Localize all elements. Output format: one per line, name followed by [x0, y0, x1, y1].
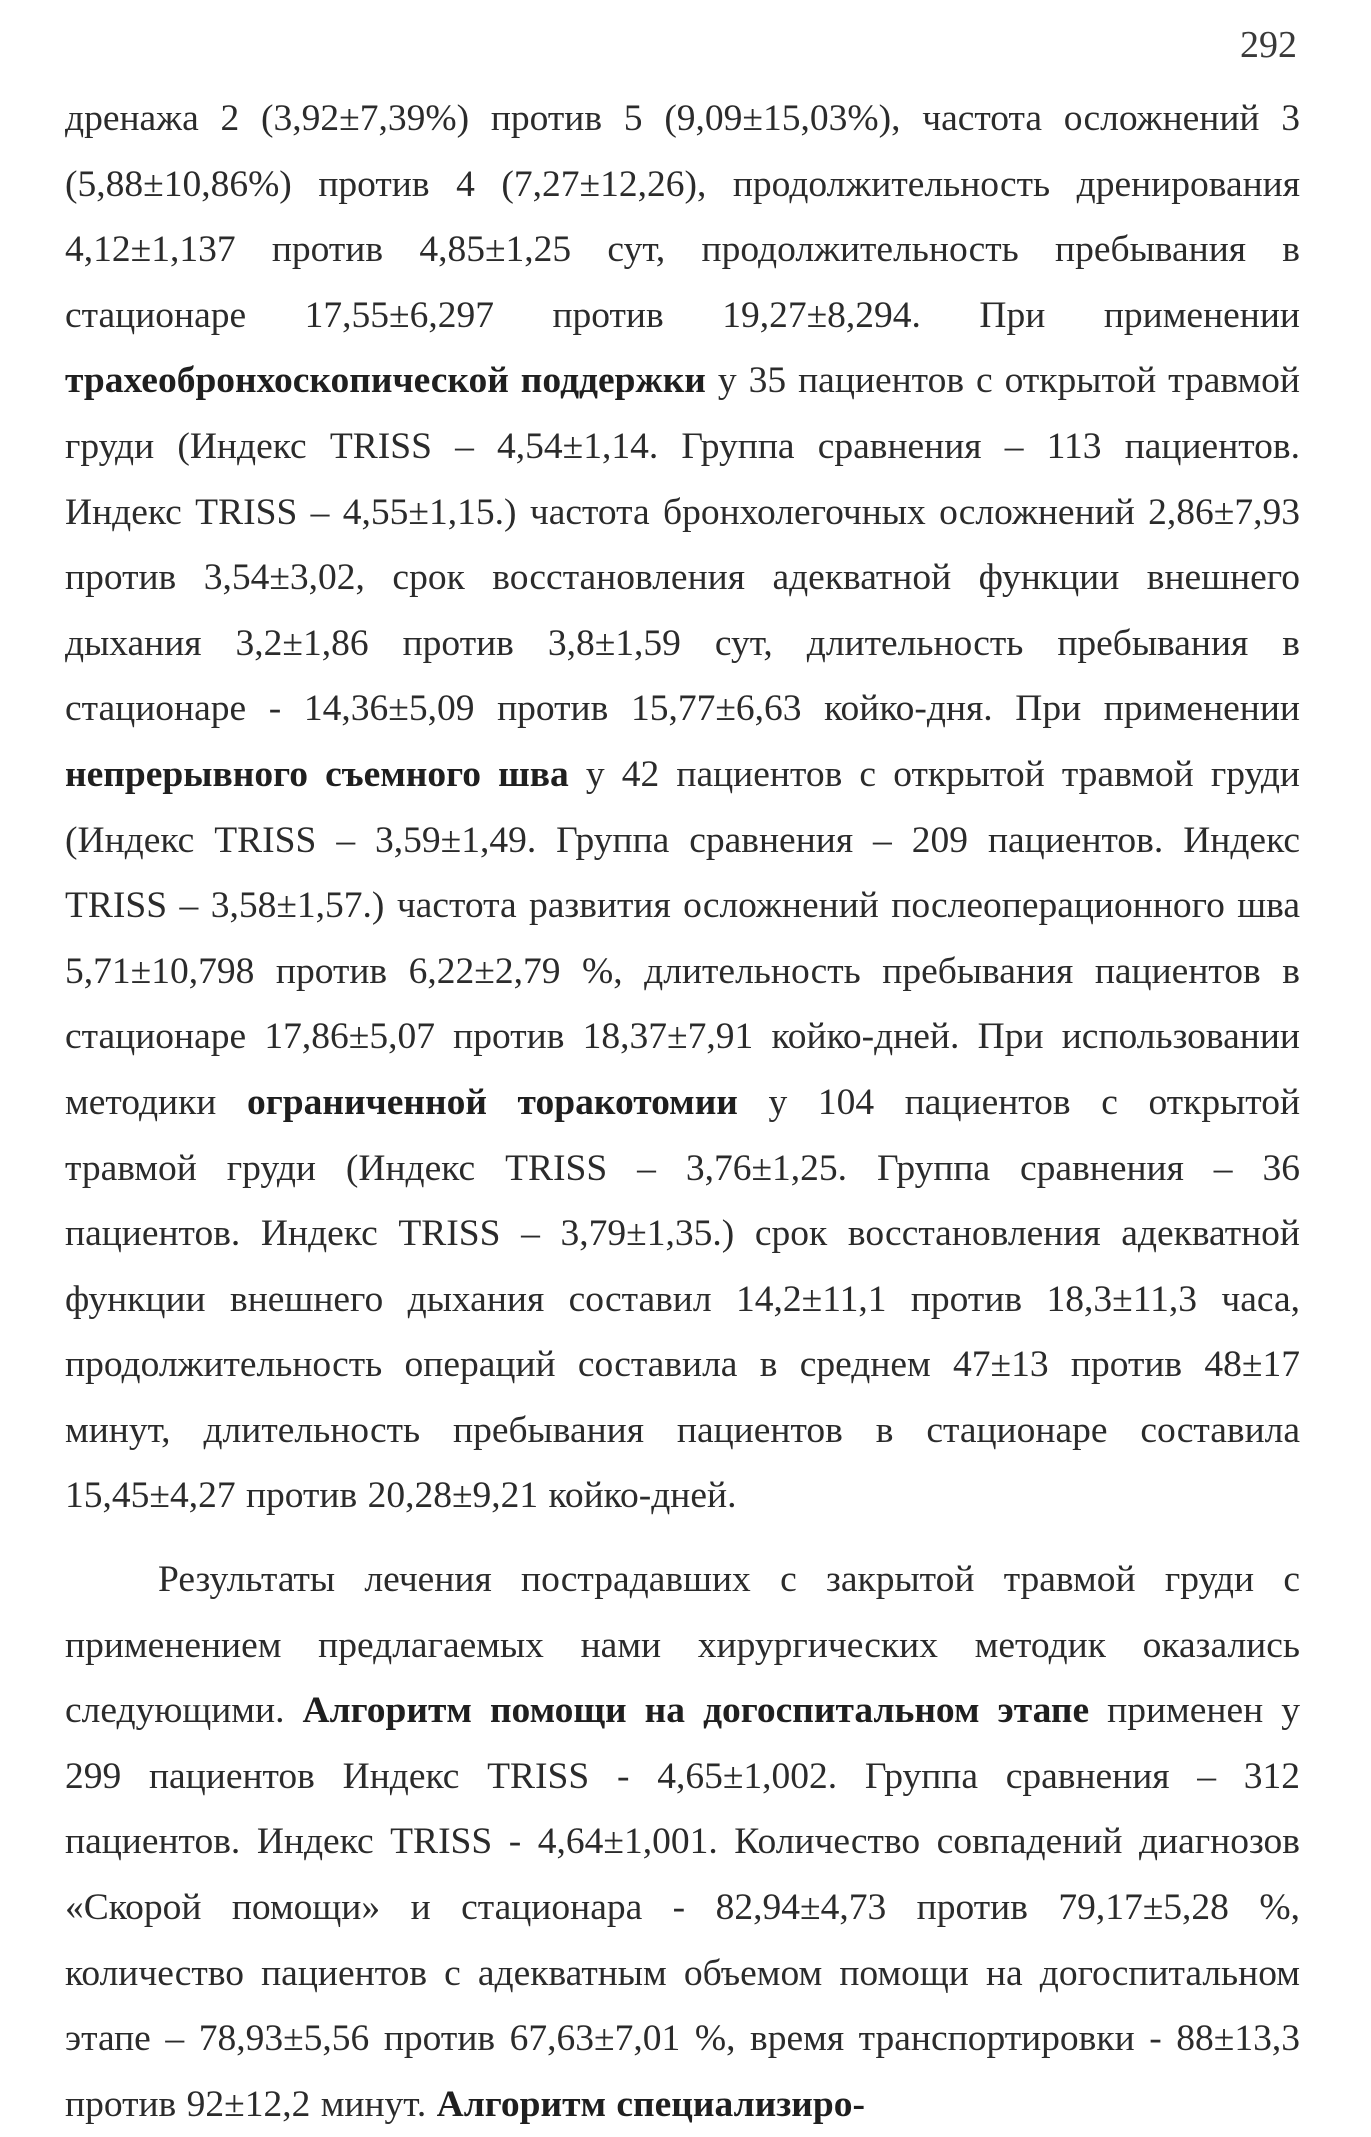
paragraph-1-text-1: дренажа 2 (3,92±7,39%) против 5 (9,09±15,03%), частота осложнений 3 (5,88±10,86%) против 4 (7,27±12,26), продолжительность дренирования 4,12±1,137 против 4,85±1,25 сут, продолжительность пребывания в стационаре 17,55±6,297 против 19,27±8,294. При применении: [65, 98, 1300, 336]
paragraph-1-text-3: у 42 пациентов с открытой травмой груди (Индекс TRISS – 3,59±1,49. Группа сравнения – 209 пациентов. Индекс TRISS – 3,58±1,57.) частота развития осложнений послеоперационного шва 5,71±10,798 против 6,22±2,79 %, длительность пребывания пациентов в стационаре 17,86±5,07 против 18,37±7,91 койко-дней. При использовании методики: [65, 753, 1300, 1123]
paragraph-1-bold-2: непрерывного съемного шва: [65, 753, 569, 795]
paragraph-2-text-1: Результаты лечения пострадавших с закрытой травмой груди с применением предлагаемых нами хирургических методик оказались следующими.: [65, 1559, 1300, 1732]
paragraph-1-text-2: у 35 пациентов с открытой травмой груди (Индекс TRISS – 4,54±1,14. Группа сравнения – 113 пациентов. Индекс TRISS – 4,55±1,15.) частота бронхолегочных осложнений 2,86±7,93 против 3,54±3,02, срок восстановления адекватной функции внешнего дыхания 3,2±1,86 против 3,8±1,59 сут, длительность пребывания в стационаре - 14,36±5,09 против 15,77±6,63 койко-дня. При применении: [65, 360, 1300, 730]
page-number: 292: [1240, 24, 1297, 66]
paragraph-1-text-4: у 104 пациентов с открытой травмой груди (Индекс TRISS – 3,76±1,25. Группа сравнения – 36 пациентов. Индекс TRISS – 3,79±1,35.) срок восстановления адекватной функции внешнего дыхания составил 14,2±11,1 против 18,3±11,3 часа, продолжительность операций составила в среднем 47±13 против 48±17 минут, длительность пребывания пациентов в стационаре составила 15,45±4,27 против 20,28±9,21 койко-дней.: [65, 1081, 1301, 1517]
body-text: [65, 86, 1300, 2137]
paragraph-2: [65, 1547, 1300, 2137]
paragraph-1: [65, 86, 1300, 1529]
paragraph-1-bold-3: ограниченной торакотомии: [246, 1081, 738, 1123]
paragraph-2-bold-2: Алгоритм специализиро-: [436, 2083, 866, 2125]
paragraph-2-bold-1: Алгоритм помощи на догоспитальном этапе: [302, 1690, 1090, 1732]
paragraph-1-bold-1: трахеобронхоскопической поддержки: [65, 360, 706, 402]
paragraph-2-text-2: применен у 299 пациентов Индекс TRISS - 4,65±1,002. Группа сравнения – 312 пациентов. Индекс TRISS - 4,64±1,001. Количество совпадений диагнозов «Скорой помощи» и стационара - 82,94±4,73 против 79,17±5,28 %, количество пациентов с адекватным объемом помощи на догоспитальном этапе – 78,93±5,56 против 67,63±7,01 %, время транспортировки - 88±13,3 против 92±12,2 минут.: [65, 1690, 1301, 2125]
